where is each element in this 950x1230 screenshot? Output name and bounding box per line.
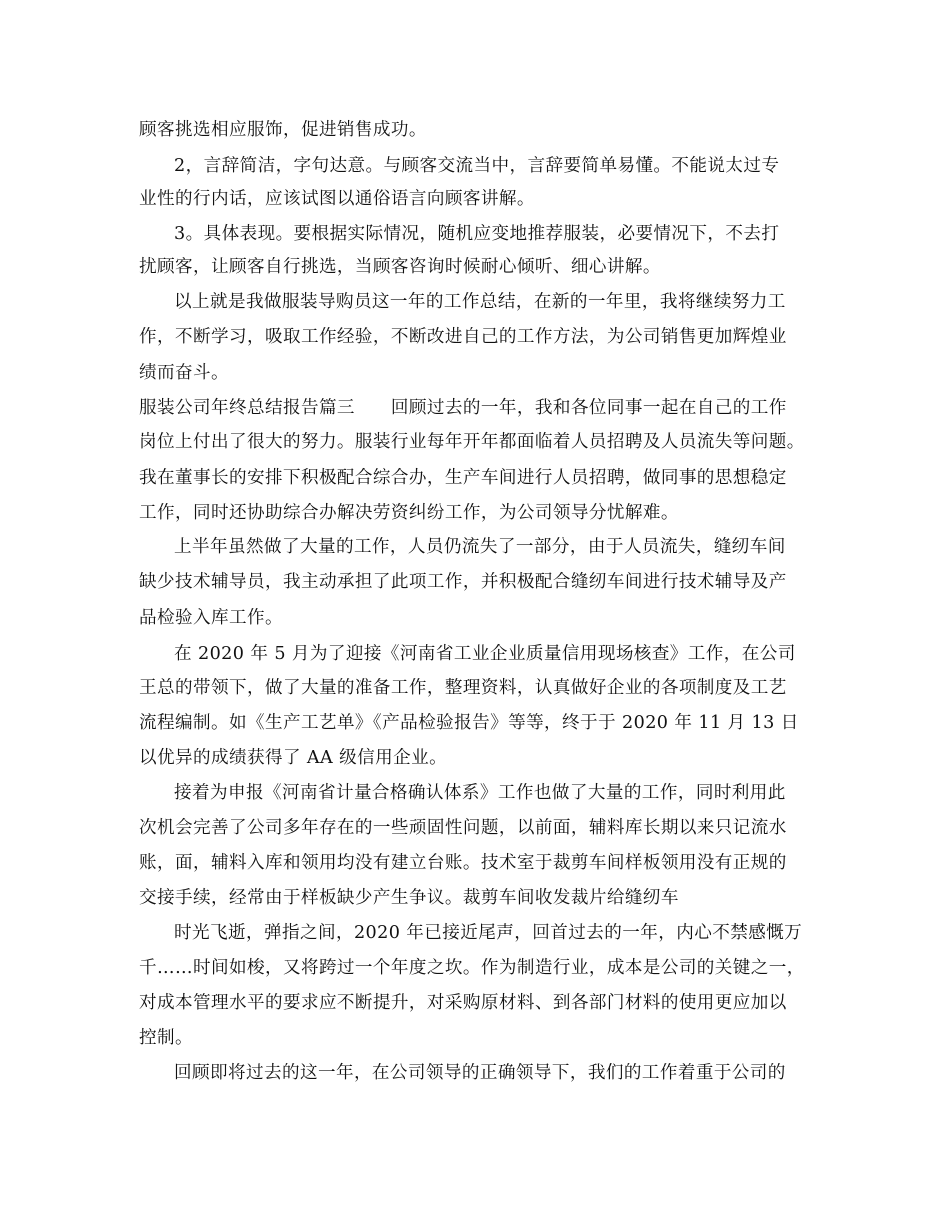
text-line: 千……时间如梭，又将跨过一个年度之坎。作为制造行业，成本是公司的关键之一， <box>139 958 805 978</box>
text-line: 岗位上付出了很大的努力。服装行业每年开年都面临着人员招聘及人员流失等问题。 <box>139 432 805 452</box>
text-line: 王总的带领下，做了大量的准备工作，整理资料，认真做好企业的各项制度及工艺 <box>139 678 787 698</box>
text-line: 上半年虽然做了大量的工作，人员仍流失了一部分，由于人员流失，缝纫车间 <box>174 537 786 557</box>
text-line: 控制。 <box>139 1028 193 1048</box>
text-line: 对成本管理水平的要求应不断提升，对采购原材料、到各部门材料的使用更应加以 <box>139 993 787 1013</box>
text-line: 以优异的成绩获得了 AA 级信用企业。 <box>139 748 448 768</box>
text-line: 作，不断学习，吸取工作经验，不断改进自己的工作方法，为公司销售更加辉煌业 <box>139 327 787 347</box>
text-line: 时光飞逝，弹指之间，2020 年已接近尾声，回首过去的一年，内心不禁感慨万 <box>174 923 803 943</box>
text-line: 业性的行内话，应该试图以通俗语言向顾客讲解。 <box>139 189 535 209</box>
text-line: 我在董事长的安排下积极配合综合办，生产车间进行人员招聘，做同事的思想稳定 <box>139 468 787 488</box>
text-line: 3。具体表现。要根据实际情况，随机应变地推荐服装，必要情况下，不去打 <box>174 224 780 244</box>
text-line: 次机会完善了公司多年存在的一些顽固性问题，以前面，辅料库长期以来只记流水 <box>139 818 787 838</box>
text-line: 回顾即将过去的这一年，在公司领导的正确领导下，我们的工作着重于公司的 <box>174 1063 786 1083</box>
text-line: 流程编制。如《生产工艺单》《产品检验报告》等等，终于于 2020 年 11 月 13 日 <box>139 713 799 733</box>
text-line: 账，面，辅料入库和领用均没有建立台账。技术室于裁剪车间样板领用没有正规的 <box>139 853 787 873</box>
text-line: 2，言辞简洁，字句达意。与顾客交流当中，言辞要简单易懂。不能说太过专 <box>174 156 780 176</box>
text-line: 交接手续，经常由于样板缺少产生争议。裁剪车间收发裁片给缝纫车 <box>139 888 679 908</box>
text-line: 服装公司年终总结报告篇三 回顾过去的一年，我和各位同事一起在自己的工作 <box>139 398 787 418</box>
text-line: 工作，同时还协助综合办解决劳资纠纷工作，为公司领导分忧解难。 <box>139 503 679 523</box>
text-line: 接着为申报《河南省计量合格确认体系》工作也做了大量的工作，同时利用此 <box>174 783 786 803</box>
text-line: 以上就是我做服装导购员这一年的工作总结，在新的一年里，我将继续努力工 <box>174 292 786 312</box>
text-line: 扰顾客，让顾客自行挑选，当顾客咨询时候耐心倾听、细心讲解。 <box>139 257 661 277</box>
text-line: 品检验入库工作。 <box>139 608 283 628</box>
text-line: 绩而奋斗。 <box>139 363 229 383</box>
text-line: 顾客挑选相应服饰，促进销售成功。 <box>139 120 427 140</box>
text-line: 在 2020 年 5 月为了迎接《河南省工业企业质量信用现场核查》工作，在公司 <box>174 644 796 664</box>
text-line: 缺少技术辅导员，我主动承担了此项工作，并积极配合缝纫车间进行技术辅导及产 <box>139 572 787 592</box>
